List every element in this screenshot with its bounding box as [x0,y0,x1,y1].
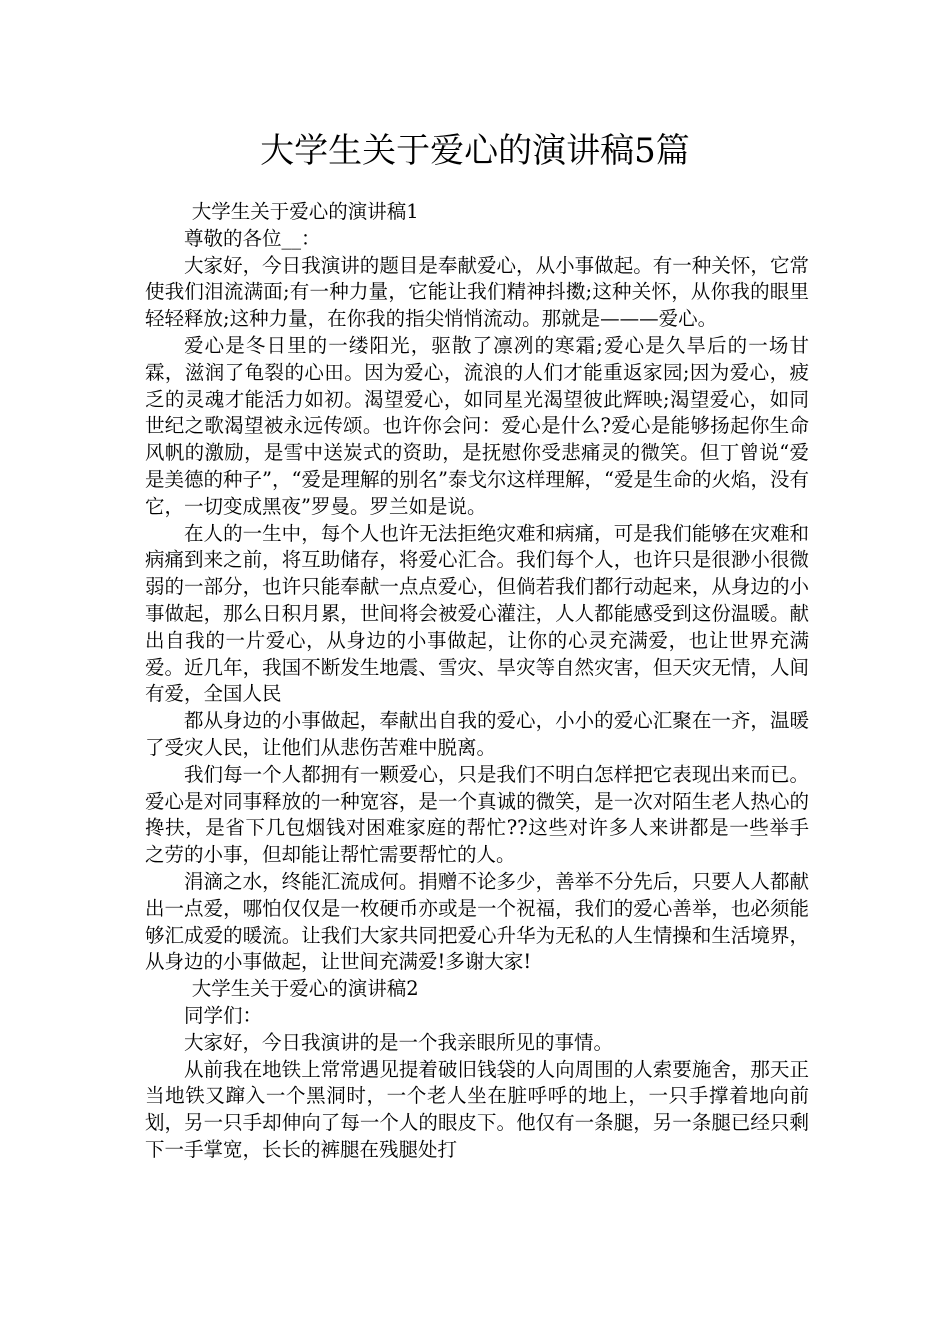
salutation: 尊敬的各位__： [184,226,321,250]
paragraph: 大家好，今日我演讲的是一个我亲眼所见的事情。 [184,1030,614,1054]
section-heading: 大学生关于爱心的演讲稿1 [191,200,419,223]
paragraph: 我们每一个人都拥有一颗爱心，只是我们不明白怎样把它表现出来而已。爱心是对同事释放的一种宽容，是一个真诚的微笑，是一次对陌生老人热心的搀扶，是省下几包烟钱对困难家庭的帮忙??这些对许多人来讲都是一些举手之劳的小事，但却能让帮忙需要帮忙的人。 [145,762,809,867]
paragraph: 从前我在地铁上常常遇见提着破旧钱袋的人向周围的人索要施舍，那天正当地铁又蹿入一个黑洞时，一个老人坐在脏呼呼的地上，一只手撑着地向前划，另一只手却伸向了每一个人的眼皮下。他仅有一条腿，另一条腿已经只剩下一手掌宽，长长的裤腿在残腿处打 [145,1057,809,1161]
document-body [145,199,809,1164]
paragraph: 涓滴之水，终能汇流成何。捐赠不论多少，善举不分先后，只要人人都献出一点爱，哪怕仅仅是一枚硬币亦或是一个祝福，我们的爱心善举，也必须能够汇成爱的暖流。让我们大家共同把爱心升华为无私的人生情操和生活境界，从身边的小事做起，让世间充满爱!多谢大家! [145,869,809,974]
paragraph: 都从身边的小事做起，奉献出自我的爱心，小小的爱心汇聚在一齐，温暖了受灾人民，让他们从悲伤苦难中脱离。 [145,709,809,759]
document-title: 大学生关于爱心的演讲稿5篇 [260,131,690,171]
paragraph: 爱心是冬日里的一缕阳光，驱散了凛冽的寒霜;爱心是久旱后的一场甘霖，滋润了龟裂的心田。因为爱心，流浪的人们才能重返家园;因为爱心，疲乏的灵魂才能活力如初。渴望爱心，如同星光渴望彼此辉映;渴望爱心，如同世纪之歌渴望被永远传颂。也许你会问：爱心是什么?爱心是能够扬起你生命风帆的激励，是雪中送炭式的资助，是抚慰你受悲痛灵的微笑。但丁曾说“爱是美德的种子”，“爱是理解的别名”泰戈尔这样理解，“爱是生命的火焰，没有它，一切变成黑夜”罗曼。罗兰如是说。 [145,333,809,518]
salutation: 同学们： [184,1003,263,1027]
section-heading: 大学生关于爱心的演讲稿2 [191,977,419,1001]
paragraph: 大家好，今日我演讲的题目是奉献爱心，从小事做起。有一种关怀，它常使我们泪流满面;有一种力量，它能让我们精神抖擞;这种关怀，从你我的眼里轻轻释放;这种力量，在你我的指尖悄悄流动。那就是———爱心。 [145,253,809,331]
paragraph: 在人的一生中，每个人也许无法拒绝灾难和病痛，可是我们能够在灾难和病痛到来之前，将互助储存，将爱心汇合。我们每个人，也许只是很渺小很微弱的一部分，也许只能奉献一点点爱心，但倘若我们都行动起来，从身边的小事做起，那么日积月累，世间将会被爱心灌注，人人都能感受到这份温暖。献出自我的一片爱心，从身边的小事做起，让你的心灵充满爱，也让世界充满爱。近几年，我国不断发生地震、雪灾、旱灾等自然灾害，但天灾无情，人间有爱，全国人民 [145,521,809,706]
